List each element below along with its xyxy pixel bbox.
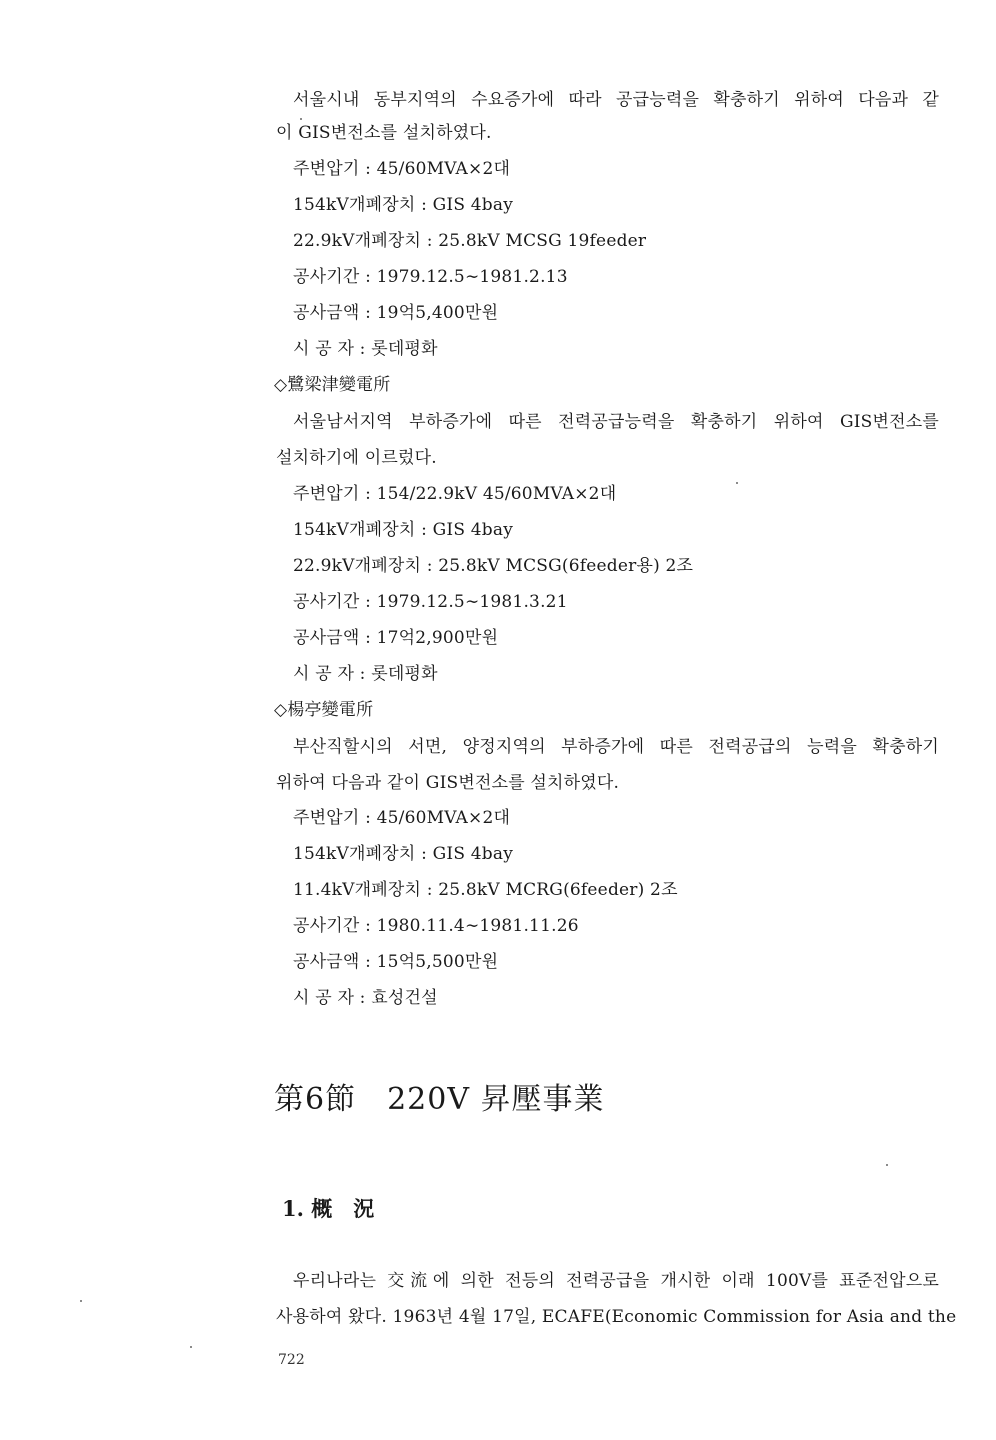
block3-spec-154kv-switchgear: 154kV개폐장치 : GIS 4bay xyxy=(293,844,514,864)
page-number: 722 xyxy=(278,1352,305,1368)
scan-speck xyxy=(886,1164,888,1166)
block2-spec-contractor: 시 공 자 : 롯데평화 xyxy=(293,664,438,684)
block2-spec-22kv-switchgear: 22.9kV개폐장치 : 25.8kV MCSG(6feeder용) 2조 xyxy=(293,556,694,576)
block2-spec-period: 공사기간 : 1979.12.5∼1981.3.21 xyxy=(293,592,568,612)
block3-spec-11kv-switchgear: 11.4kV개폐장치 : 25.8kV MCRG(6feeder) 2조 xyxy=(293,880,678,900)
block3-spec-transformer: 주변압기 : 45/60MVA×2대 xyxy=(293,808,511,828)
block1-spec-22kv-switchgear: 22.9kV개폐장치 : 25.8kV MCSG 19feeder xyxy=(293,231,647,251)
block3-spec-cost: 공사금액 : 15억5,500만원 xyxy=(293,952,499,972)
block3-heading: ◇楊亭變電所 xyxy=(274,700,374,720)
block3-intro-line1: 부산직할시의 서면, 양정지역의 부하증가에 따른 전력공급의 능력을 확충하기 xyxy=(293,737,939,757)
block1-spec-transformer: 주변압기 : 45/60MVA×2대 xyxy=(293,159,511,179)
body-line2: 사용하여 왔다. 1963년 4월 17일, ECAFE(Economic Commission for Asia and the xyxy=(276,1307,957,1327)
block1-spec-contractor: 시 공 자 : 롯데평화 xyxy=(293,339,438,359)
block2-intro-line1: 서울남서지역 부하증가에 따른 전력공급능력을 확충하기 위하여 GIS변전소를 xyxy=(293,412,939,432)
block2-heading: ◇鷺梁津變電所 xyxy=(274,375,391,395)
block2-spec-cost: 공사금액 : 17억2,900만원 xyxy=(293,628,499,648)
subsection-title: 1. 概 況 xyxy=(282,1196,375,1221)
block3-spec-period: 공사기간 : 1980.11.4∼1981.11.26 xyxy=(293,916,579,936)
block1-intro-line2: 이 GIS변전소를 설치하였다. xyxy=(276,123,492,143)
section-title: 第6節 220V 昇壓事業 xyxy=(274,1082,605,1117)
block2-spec-154kv-switchgear: 154kV개폐장치 : GIS 4bay xyxy=(293,520,514,540)
scan-speck xyxy=(736,482,738,484)
scan-speck xyxy=(300,118,302,120)
body-line1: 우리나라는 交流에 의한 전등의 전력공급을 개시한 이래 100V를 표준전압으로 xyxy=(293,1271,939,1291)
block2-spec-transformer: 주변압기 : 154/22.9kV 45/60MVA×2대 xyxy=(293,484,617,504)
block1-intro-line1: 서울시내 동부지역의 수요증가에 따라 공급능력을 확충하기 위하여 다음과 같 xyxy=(293,90,939,110)
block3-intro-line2: 위하여 다음과 같이 GIS변전소를 설치하였다. xyxy=(276,773,620,793)
block1-spec-154kv-switchgear: 154kV개폐장치 : GIS 4bay xyxy=(293,195,514,215)
block1-spec-period: 공사기간 : 1979.12.5∼1981.2.13 xyxy=(293,267,568,287)
block2-intro-line2: 설치하기에 이르렀다. xyxy=(276,448,437,468)
scan-speck xyxy=(190,1346,192,1348)
block1-spec-cost: 공사금액 : 19억5,400만원 xyxy=(293,303,499,323)
block3-spec-contractor: 시 공 자 : 효성건설 xyxy=(293,988,438,1008)
scan-speck xyxy=(80,1300,82,1302)
